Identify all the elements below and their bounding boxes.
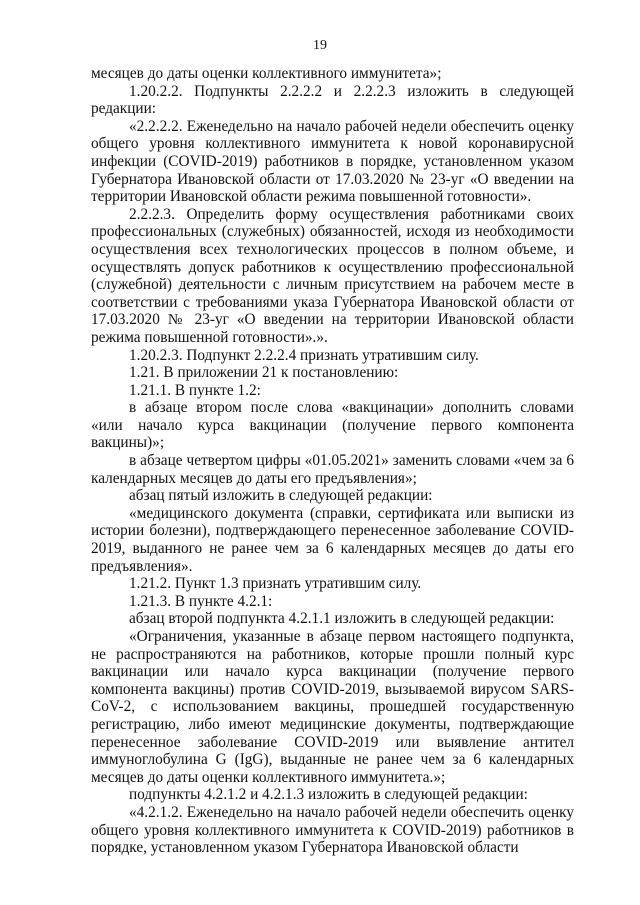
paragraph: абзац второй подпункта 4.2.1.1 изложить в следующей редакции:	[129, 610, 555, 628]
paragraph: в абзаце четвертом цифры «01.05.2021» заменить словами «чем за 6 календарных месяцев до даты его предъявления»;	[91, 452, 574, 487]
paragraph: 1.21. В приложении 21 к постановлению:	[129, 364, 399, 382]
paragraph: «2.2.2.2. Еженедельно на начало рабочей недели обеспечить оценку общего уровня коллективного иммунитета к новой коронавирусной инфекции (COVID-2019) работников в порядке, установленном указом Губернатора Ивановской области от 17.03.2020 № 23-уг «О введении на территории Ивановской области режима повышенной готовности».	[91, 117, 574, 206]
paragraph: 1.20.2.3. Подпункт 2.2.2.4 признать утратившим силу.	[129, 346, 479, 364]
paragraph: 1.21.1. В пункте 1.2:	[129, 381, 261, 399]
paragraph: в абзаце втором после слова «вакцинации» дополнить словами «или начало курса вакцинации (получение первого компонента вакцины)»;	[91, 399, 574, 452]
page-number: 19	[313, 38, 327, 53]
paragraph: 1.21.3. В пункте 4.2.1:	[129, 592, 273, 610]
paragraph: абзац пятый изложить в следующей редакции:	[129, 487, 433, 505]
paragraph: 2.2.2.3. Определить форму осуществления работниками своих профессиональных (служебных) обязанностей, исходя из необходимости осуществления всех технологических процессов в полном объеме, и осуществлять допуск работников к осуществлению профессиональной (служебной) деятельности с личным присутствием на рабочем месте в соответствии с требованиями указа Губернатора Ивановской области от 17.03.2020 № 23-уг «О введении на территории Ивановской области режима повышенной готовности».».	[91, 205, 574, 346]
document-body	[91, 65, 574, 857]
paragraph: «4.2.1.2. Еженедельно на начало рабочей недели обеспечить оценку общего уровня коллективного иммунитета к COVID-2019) работников в порядке, установленном указом Губернатора Ивановской области	[91, 803, 574, 857]
paragraph: 1.21.2. Пункт 1.3 признать утратившим силу.	[129, 575, 422, 593]
paragraph: «Ограничения, указанные в абзаце первом настоящего подпункта, не распространяются на работников, которые прошли полный курс вакцинации или начало курса вакцинации (получение первого компонента вакцины) против COVID-2019, вызываемой вирусом SARS-CoV-2, с использованием вакцины, прошедшей государственную регистрацию, либо имеют медицинские документы, подтверждающие перенесенное заболевание COVID-2019 или выявление антител иммуноглобулина G (IgG), выданные не ранее чем за 6 календарных месяцев до даты оценки коллективного иммунитета.»;	[91, 628, 574, 786]
paragraph: 1.20.2.2. Подпункты 2.2.2.2 и 2.2.2.3 изложить в следующей редакции:	[91, 82, 574, 118]
paragraph: подпункты 4.2.1.2 и 4.2.1.3 изложить в следующей редакции:	[129, 786, 528, 804]
paragraph: месяцев до даты оценки коллективного иммунитета»;	[91, 65, 442, 82]
paragraph: «медицинского документа (справки, сертификата или выписки из истории болезни), подтверждающего перенесенное заболевание COVID-2019, выданного не ранее чем за 6 календарных месяцев до даты его предъявления».	[91, 504, 574, 575]
